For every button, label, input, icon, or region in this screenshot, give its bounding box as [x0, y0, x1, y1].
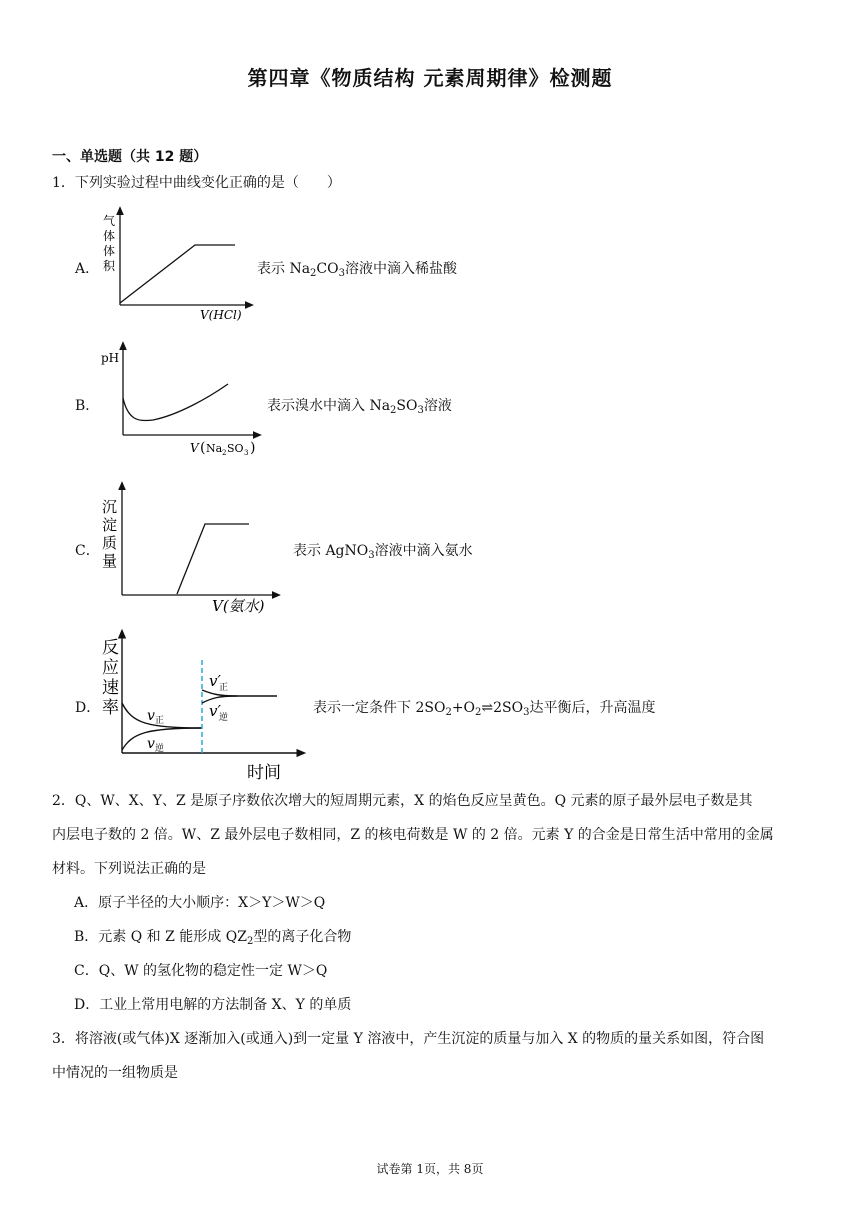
- q1-b-curve: [123, 384, 228, 421]
- q3-stem-line-1: 3．将溶液(或气体)X 逐渐加入(或通入)到一定量 Y 溶液中，产生沉淀的质量与加入 X 的物质的量关系如图，符合图: [52, 1031, 765, 1047]
- q1-option-a-graph: [95, 205, 255, 325]
- q1-option-d-graph: [97, 628, 307, 783]
- q1-b-xlabel-paren-r: ): [250, 440, 256, 456]
- q1-d-ylabel-3: 速: [102, 678, 119, 698]
- q1-option-b-letter: B．: [75, 398, 100, 414]
- q1-d-vfwd: v: [147, 708, 155, 724]
- q1-a-curve: [120, 245, 235, 303]
- q1-d-vrev-sub: 逆: [155, 744, 165, 754]
- q1-b-ylabel: pH: [101, 351, 120, 365]
- q2-option-c: C．Q、W 的氢化物的稳定性一定 W＞Q: [74, 963, 328, 979]
- q1-c-ylabel-1: 沉: [102, 498, 118, 516]
- q1-a-ylabel-3: 体: [103, 244, 116, 258]
- q1-d-vfwd2: v′: [209, 672, 221, 690]
- q1-option-d-desc: 表示一定条件下 $2SO_2+O_2\rightleftharpoons 2SO_3$达平衡后，升高温度: [313, 700, 656, 718]
- q1-d-ylabel-2: 应: [102, 658, 119, 678]
- page-footer: 试卷第 1页，共 8页: [376, 1162, 484, 1176]
- q1-b-xlabel-na: Na: [206, 442, 223, 455]
- q2-option-a: A．原子半径的大小顺序：X＞Y＞W＞Q: [74, 895, 326, 911]
- q1-b-xlabel-3: 3: [244, 449, 249, 457]
- q2-stem-line-2: 内层电子数的 2 倍。W、Z 最外层电子数相同，Z 的核电荷数是 W 的 2 倍。元素 Y 的合金是日常生活中常用的金属: [52, 827, 774, 843]
- q1-c-ylabel-2: 淀: [102, 516, 118, 534]
- q1-b-xlabel-paren-l: (: [200, 440, 206, 456]
- q1-d-ylabel-4: 率: [102, 698, 119, 718]
- q2-stem-line-1: 2．Q、W、X、Y、Z 是原子序数依次增大的短周期元素，X 的焰色反应呈黄色。Q 元素的原子最外层电子数是其: [52, 793, 753, 809]
- q1-a-ylabel-2: 体: [103, 229, 116, 243]
- q1-d-ylabel-1: 反: [102, 638, 119, 658]
- q1-c-curve: [177, 524, 249, 594]
- q1-option-c-desc: 表示 AgNO$_3$溶液中滴入氨水: [293, 543, 473, 561]
- q1-b-xlabel-2: 2: [222, 449, 227, 457]
- q1-b-xlabel-so: SO: [227, 442, 244, 455]
- q1-d-vfwd2-sub: 正: [219, 683, 229, 693]
- q1-d-vrev2-sub: 逆: [219, 713, 229, 723]
- q1-d-vrev2: v′: [209, 702, 221, 720]
- q1-c-xlabel: V(氨水): [212, 597, 265, 615]
- q1-b-xlabel-v: V: [190, 441, 199, 455]
- q1-option-b-desc: 表示溴水中滴入 $Na_2SO_3$溶液: [267, 398, 452, 416]
- q1-a-xlabel: V(HCl): [200, 308, 242, 322]
- q2-option-d: D．工业上常用电解的方法制备 X、Y 的单质: [74, 997, 352, 1013]
- q1-d-xlabel: 时间: [247, 763, 281, 783]
- q1-option-a-desc: 表示 $Na_2CO_3$溶液中滴入稀盐酸: [257, 261, 457, 279]
- q1-a-ylabel-4: 积: [103, 259, 116, 273]
- q1-option-a-letter: A．: [75, 261, 100, 277]
- q1-option-b-graph: [98, 340, 268, 460]
- q2-stem-line-3: 材料。下列说法正确的是: [52, 861, 206, 877]
- q1-d-vrev: v: [147, 736, 155, 752]
- q1-option-c-letter: C．: [75, 543, 100, 559]
- q1-option-d-letter: D．: [75, 700, 101, 716]
- q1-a-ylabel-1: 气: [103, 214, 116, 228]
- q1-c-ylabel-3: 质: [102, 534, 118, 552]
- section-heading: 一、单选题（共 12 题）: [52, 149, 208, 165]
- q1-c-ylabel-4: 量: [102, 552, 118, 570]
- q2-stem: [52, 784, 822, 1090]
- q3-stem-line-2: 中情况的一组物质是: [52, 1065, 178, 1081]
- q2-option-b: B．元素 Q 和 Z 能形成 $QZ_2$型的离子化合物: [74, 929, 352, 947]
- q1-d-vfwd-sub: 正: [155, 716, 165, 726]
- q1-stem: 1．下列实验过程中曲线变化正确的是（ ）: [52, 175, 341, 191]
- q1-option-c-graph: [97, 480, 282, 615]
- page-title: 第四章《物质结构 元素周期律》检测题: [247, 66, 613, 90]
